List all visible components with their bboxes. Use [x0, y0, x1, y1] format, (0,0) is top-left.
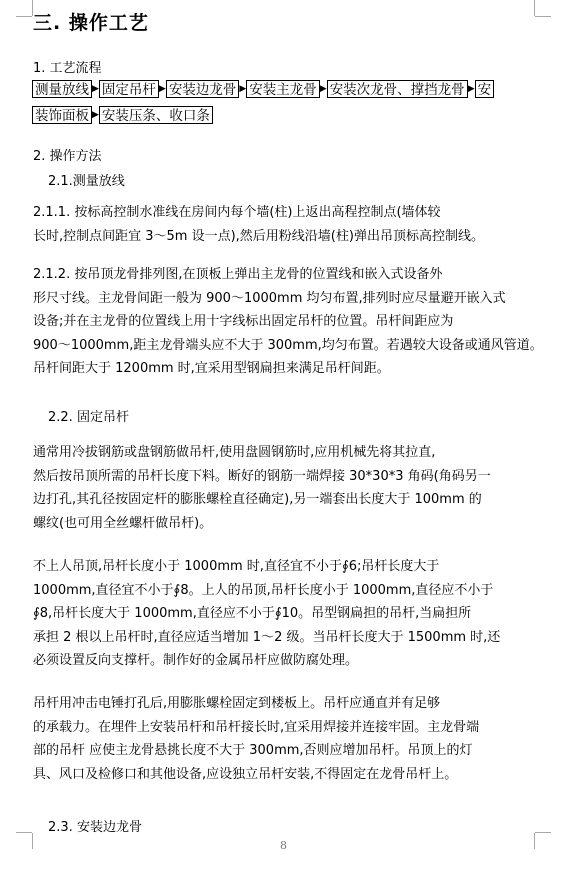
text-line: ∮8,吊杆长度大于 1000mm,直径应不小于∮10。吊型钢扁担的吊杆,当扁担所: [33, 606, 472, 621]
process-flow-row-1: [32, 80, 494, 98]
text-line: 900～1000mm,距主龙骨端头应不大于 300mm,均匀布置。若遇较大设备或通风管道。: [33, 337, 543, 353]
crop-mark: [16, 16, 32, 17]
paragraph-2-1-1: [33, 201, 533, 248]
subsection-title-2-3: 2.3. 安装边龙骨: [48, 820, 142, 835]
crop-mark: [534, 0, 535, 16]
text-line: 设备;并在主龙骨的位置线上用十字线标出固定吊杆的位置。吊杆间距应为: [33, 314, 454, 329]
flow-step: 安装主龙骨: [246, 80, 320, 98]
text-line: 边打孔,其孔径按固定杆的膨胀螺栓直径确定),另一端套出长度大于 100mm 的: [33, 492, 482, 507]
arrow-right-icon: ▶: [92, 84, 99, 94]
flow-step: 安装边龙骨: [166, 80, 240, 98]
paragraph-2-2-c: [33, 692, 533, 786]
arrow-right-icon: ▶: [239, 84, 247, 94]
text-line: 吊杆间距大于 1200mm 时,宜采用型钢扁担来满足吊杆间距。: [33, 361, 390, 376]
arrow-right-icon: ▶: [158, 84, 166, 94]
text-line: 长时,控制点间距宜 3～5m 设一点),然后用粉线沿墙(柱)弹出吊顶标高控制线。: [33, 228, 484, 244]
process-flow-row-2: [32, 106, 213, 124]
crop-mark: [16, 832, 32, 833]
flow-step: 装饰面板: [32, 106, 92, 124]
arrow-right-icon: ▶: [467, 84, 475, 94]
text-line: 必须设置反向支撑杆。制作好的金属吊杆应做防腐处理。: [33, 653, 359, 668]
text-line: 部的吊杆 应使主龙骨悬挑长度不大于 300mm,否则应增加吊杆。吊顶上的灯: [33, 743, 473, 758]
paragraph-2-1-2: [33, 263, 543, 381]
crop-mark: [535, 16, 551, 17]
subsection-title-2-2: 2.2. 固定吊杆: [48, 410, 129, 425]
arrow-right-icon: ▶: [319, 84, 327, 94]
subsection-title-methods: 2. 操作方法: [33, 149, 102, 164]
text-line: 螺纹(也可用全丝螺杆做吊杆)。: [33, 515, 213, 531]
flow-step: 安装次龙骨、撑挡龙骨: [327, 80, 468, 98]
text-line: 形尺寸线。主龙骨间距一般为 900～1000mm 均匀布置,排列时应尽量避开嵌入式: [33, 290, 506, 306]
text-line: 通常用冷拔钢筋或盘钢筋做吊杆,使用盘圆钢筋时,应用机械先将其拉直,: [33, 445, 436, 460]
crop-mark: [535, 832, 551, 833]
text-line: 1000mm,直径宜不小于∮8。上人的吊顶,吊杆长度小于 1000mm,直径应不小于: [33, 582, 494, 598]
text-line: 2.1.2. 按吊顶龙骨排列图,在顶板上弹出主龙骨的位置线和嵌入式设备外: [33, 267, 443, 282]
paragraph-2-2-b: [33, 555, 533, 673]
subsection-title-process-flow: 1. 工艺流程: [33, 61, 102, 76]
flow-step: 安装压条、收口条: [99, 106, 213, 124]
flow-step: 测量放线: [32, 80, 92, 98]
text-line: 吊杆用冲击电锤打孔后,用膨胀螺栓固定到楼板上。吊杆应通直并有足够: [33, 696, 441, 711]
text-line: 的承载力。在埋件上安装吊杆和吊杆接长时,宜采用焊接并连接牢固。主龙骨端: [33, 719, 480, 735]
page-number: 8: [280, 839, 287, 852]
flow-step: 安: [475, 80, 495, 98]
text-line: 不上人吊顶,吊杆长度小于 1000mm 时,直径宜不小于∮6;吊杆长度大于: [33, 559, 440, 574]
text-line: 2.1.1. 按标高控制水准线在房间内每个墙(柱)上返出高程控制点(墙体较: [33, 205, 441, 220]
text-line: 承担 2 根以上吊杆时,直径应适当增加 1～2 级。当吊杆长度大于 1500mm 时,还: [33, 629, 501, 645]
section-heading: 三. 操作工艺: [33, 12, 149, 34]
paragraph-2-2-a: [33, 441, 533, 535]
text-line: 具、风口及检修口和其他设备,应设独立吊杆安装,不得固定在龙骨吊杆上。: [33, 766, 458, 782]
subsection-title-2-1: 2.1.测量放线: [48, 174, 125, 189]
flow-step: 固定吊杆: [99, 80, 159, 98]
arrow-right-icon: ▶: [92, 110, 99, 120]
text-line: 然后按吊顶所需的吊杆长度下料。断好的钢筋一端焊接 30*30*3 角码(角码另一: [33, 468, 491, 484]
